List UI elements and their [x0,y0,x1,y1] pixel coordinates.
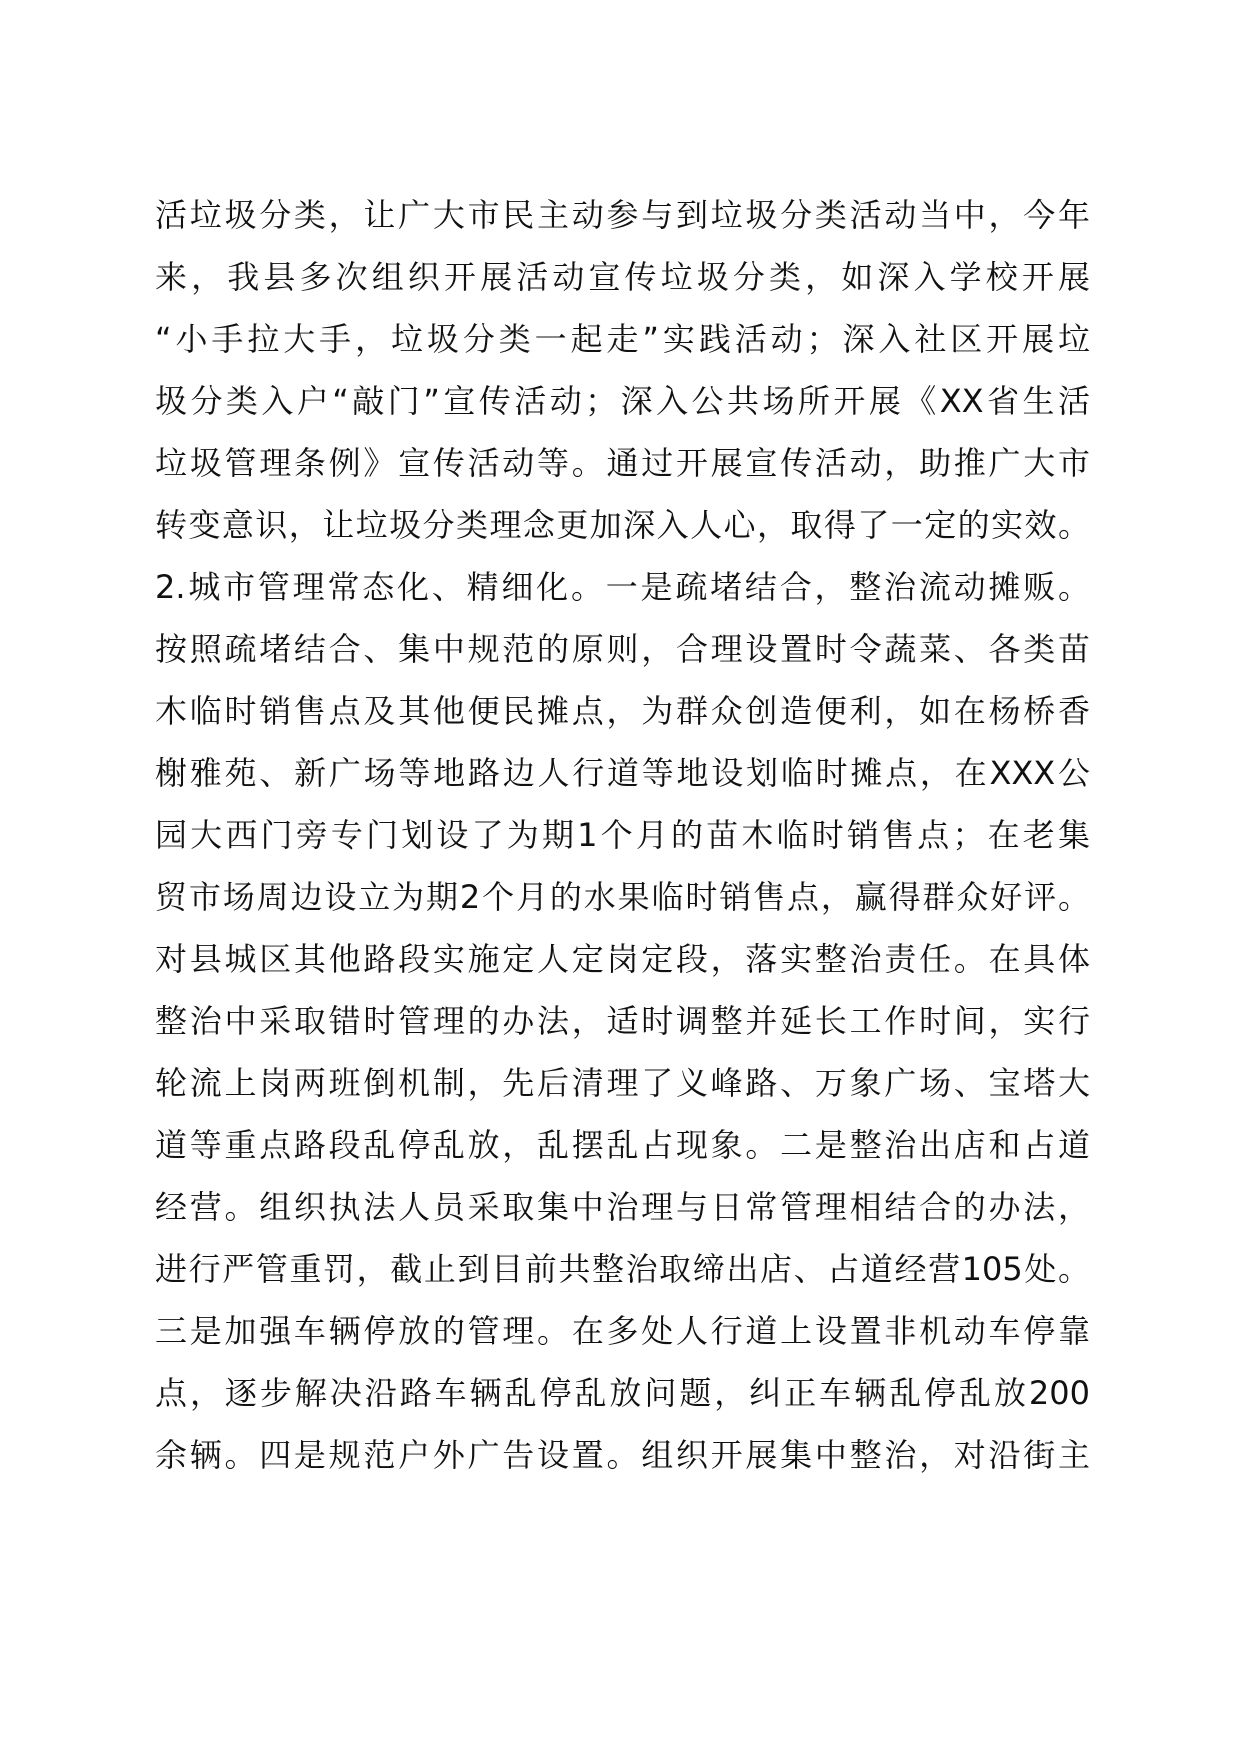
text-line: 贸市场周边设立为期2个月的水果临时销售点，赢得群众好评。 [155,878,1090,916]
text-line: 三是加强车辆停放的管理。在多处人行道上设置非机动车停靠 [155,1312,1090,1350]
text-line: 转变意识，让垃圾分类理念更加深入人心，取得了一定的实效。 [155,506,1090,544]
text-line: 来，我县多次组织开展活动宣传垃圾分类，如深入学校开展 [155,258,1090,296]
text-line: 进行严管重罚，截止到目前共整治取缔出店、占道经营105处。 [155,1250,1090,1288]
text-line: 对县城区其他路段实施定人定岗定段，落实整治责任。在具体 [155,940,1090,978]
text-line: 垃圾管理条例》宣传活动等。通过开展宣传活动，助推广大市 [155,444,1090,482]
text-line: 木临时销售点及其他便民摊点，为群众创造便利，如在杨桥香 [155,692,1090,730]
text-line: “小手拉大手，垃圾分类一起走”实践活动；深入社区开展垃 [155,320,1090,358]
text-line: 圾分类入户“敲门”宣传活动；深入公共场所开展《XX省生活 [155,382,1090,420]
text-line: 经营。组织执法人员采取集中治理与日常管理相结合的办法， [155,1188,1090,1226]
text-line: 园大西门旁专门划设了为期1个月的苗木临时销售点；在老集 [155,816,1090,854]
text-line: 余辆。四是规范户外广告设置。组织开展集中整治，对沿街主 [155,1436,1090,1474]
text-line: 整治中采取错时管理的办法，适时调整并延长工作时间，实行 [155,1002,1090,1040]
text-line: 道等重点路段乱停乱放，乱摆乱占现象。二是整治出店和占道 [155,1126,1090,1164]
text-line: 轮流上岗两班倒机制，先后清理了义峰路、万象广场、宝塔大 [155,1064,1090,1102]
text-line: 点，逐步解决沿路车辆乱停乱放问题，纠正车辆乱停乱放200 [155,1374,1090,1412]
text-line: 活垃圾分类，让广大市民主动参与到垃圾分类活动当中，今年 [155,196,1090,234]
body-text [155,184,1090,1486]
text-line: 2.城市管理常态化、精细化。一是疏堵结合，整治流动摊贩。 [155,568,1090,606]
text-line: 榭雅苑、新广场等地路边人行道等地设划临时摊点，在XXX公 [155,754,1090,792]
text-line: 按照疏堵结合、集中规范的原则，合理设置时令蔬菜、各类苗 [155,630,1090,668]
